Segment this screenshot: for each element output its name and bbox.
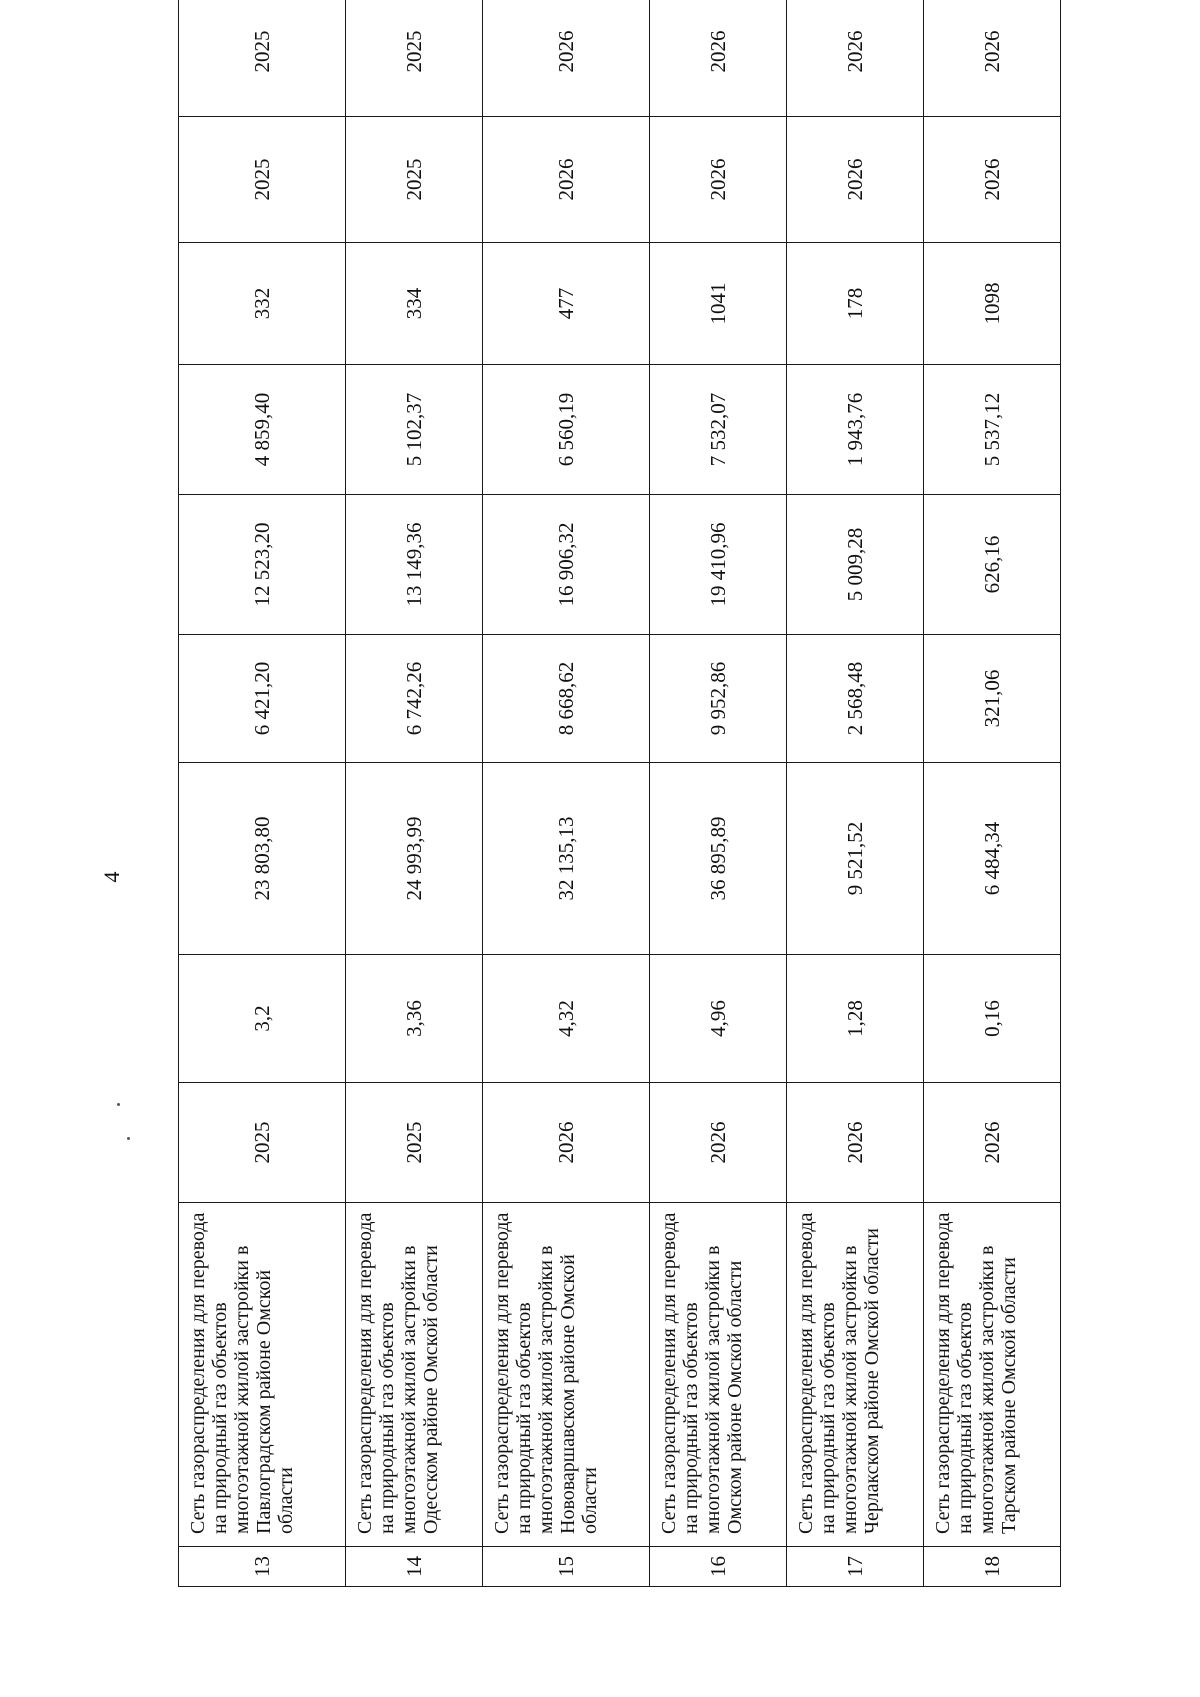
count-cell: 332	[179, 243, 346, 365]
start-year-cell: 2026	[483, 117, 650, 243]
count-cell: 1041	[650, 243, 787, 365]
table-row	[650, 0, 787, 1587]
count-cell: 1098	[924, 243, 1061, 365]
row-number: 18	[924, 1547, 1061, 1587]
cost-part-3-cell: 6 560,19	[483, 365, 650, 495]
page-number: 4	[99, 871, 124, 883]
count-cell: 334	[346, 243, 483, 365]
start-year-cell: 2026	[650, 117, 787, 243]
cost-part-3-cell: 1 943,76	[787, 365, 924, 495]
length-cell: 4,32	[483, 955, 650, 1083]
year-cell: 2026	[787, 1083, 924, 1203]
length-cell: 0,16	[924, 955, 1061, 1083]
object-name: Сеть газораспределения для перевода на природный газ объектов многоэтажной жилой застройки в Черлакском районе Омской области	[787, 1203, 924, 1547]
table-row	[483, 0, 650, 1587]
cost-part-3-cell: 7 532,07	[650, 365, 787, 495]
scan-speck	[117, 1103, 120, 1106]
object-name: Сеть газораспределения для перевода на природный газ объектов многоэтажной жилой застройки в Тарском районе Омской области	[924, 1203, 1061, 1547]
table-row	[346, 0, 483, 1587]
total-cost-cell: 24 993,99	[346, 763, 483, 955]
year-cell: 2025	[179, 1083, 346, 1203]
row-number: 14	[346, 1547, 483, 1587]
cost-part-2-cell: 5 009,28	[787, 495, 924, 635]
cost-part-1-cell: 8 668,62	[483, 635, 650, 763]
total-cost-cell: 23 803,80	[179, 763, 346, 955]
object-name: Сеть газораспределения для перевода на природный газ объектов многоэтажной жилой застройки в Одесском районе Омской области	[346, 1203, 483, 1547]
cost-part-1-cell: 9 952,86	[650, 635, 787, 763]
row-number: 16	[650, 1547, 787, 1587]
object-name: Сеть газораспределения для перевода на природный газ объектов многоэтажной жилой застройки в Нововаршавском районе Омской области	[483, 1203, 650, 1547]
length-cell: 3,2	[179, 955, 346, 1083]
total-cost-cell: 36 895,89	[650, 763, 787, 955]
count-cell: 477	[483, 243, 650, 365]
cost-part-3-cell: 4 859,40	[179, 365, 346, 495]
start-year-cell: 2025	[346, 117, 483, 243]
table-row	[924, 0, 1061, 1587]
cost-part-2-cell: 19 410,96	[650, 495, 787, 635]
end-year-cell: 2026	[787, 0, 924, 117]
cost-part-3-cell: 5 537,12	[924, 365, 1061, 495]
data-table-container	[178, 30, 1061, 1587]
length-cell: 3,36	[346, 955, 483, 1083]
cost-part-2-cell: 16 906,32	[483, 495, 650, 635]
cost-part-3-cell: 5 102,37	[346, 365, 483, 495]
cost-part-1-cell: 6 742,26	[346, 635, 483, 763]
table-body	[179, 0, 1061, 1587]
cost-part-2-cell: 12 523,20	[179, 495, 346, 635]
cost-part-2-cell: 13 149,36	[346, 495, 483, 635]
length-cell: 4,96	[650, 955, 787, 1083]
total-cost-cell: 9 521,52	[787, 763, 924, 955]
total-cost-cell: 6 484,34	[924, 763, 1061, 955]
cost-part-1-cell: 321,06	[924, 635, 1061, 763]
start-year-cell: 2026	[787, 117, 924, 243]
end-year-cell: 2026	[650, 0, 787, 117]
end-year-cell: 2025	[346, 0, 483, 117]
cost-part-1-cell: 6 421,20	[179, 635, 346, 763]
year-cell: 2026	[924, 1083, 1061, 1203]
end-year-cell: 2026	[924, 0, 1061, 117]
start-year-cell: 2026	[924, 117, 1061, 243]
end-year-cell: 2026	[483, 0, 650, 117]
object-name: Сеть газораспределения для перевода на природный газ объектов многоэтажной жилой застройки в Павлоградском районе Омской области	[179, 1203, 346, 1547]
table-row	[179, 0, 346, 1587]
end-year-cell: 2025	[179, 0, 346, 117]
row-number: 15	[483, 1547, 650, 1587]
year-cell: 2025	[346, 1083, 483, 1203]
table-row	[787, 0, 924, 1587]
scan-speck	[127, 1137, 130, 1140]
count-cell: 178	[787, 243, 924, 365]
start-year-cell: 2025	[179, 117, 346, 243]
year-cell: 2026	[650, 1083, 787, 1203]
year-cell: 2026	[483, 1083, 650, 1203]
length-cell: 1,28	[787, 955, 924, 1083]
data-table	[178, 0, 1061, 1587]
total-cost-cell: 32 135,13	[483, 763, 650, 955]
cost-part-1-cell: 2 568,48	[787, 635, 924, 763]
row-number: 17	[787, 1547, 924, 1587]
object-name: Сеть газораспределения для перевода на природный газ объектов многоэтажной жилой застройки в Омском районе Омской области	[650, 1203, 787, 1547]
cost-part-2-cell: 626,16	[924, 495, 1061, 635]
row-number: 13	[179, 1547, 346, 1587]
